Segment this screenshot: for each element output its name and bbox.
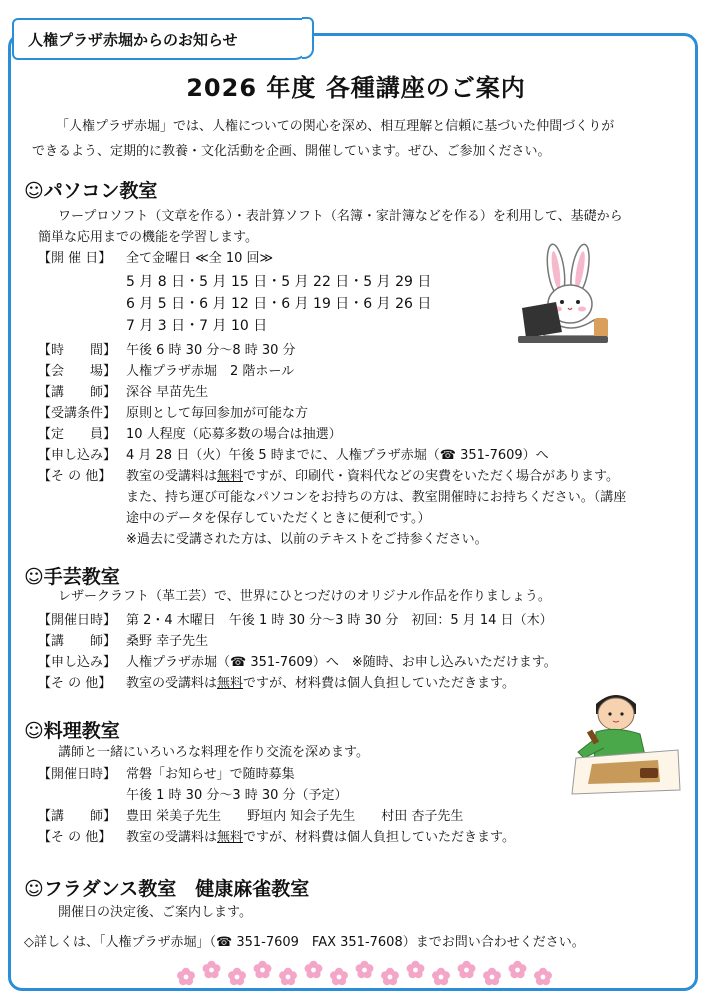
hula-heading: ☺フラダンス教室 健康麻雀教室 <box>24 878 310 900</box>
pc-desc-1: ワープロソフト（文章を作る）・表計算ソフト（名簿・家計簿などを作る）を利用して、基礎から <box>58 209 623 224</box>
pc-heading: ☺パソコン教室 <box>24 180 158 202</box>
hula-desc-text: 開催日の決定後、ご案内します。 <box>58 905 252 920</box>
craft-teacher-value: 桑野 幸子先生 <box>126 634 209 649</box>
cook-date-label: 【開催日時】 <box>38 767 117 782</box>
craft-teacher-row <box>38 631 698 652</box>
pc-other-free: 無料 <box>217 469 244 484</box>
intro-line-2: できるよう、定期的に教養・文化活動を企画、開催しています。ぜひ、ご参加ください。 <box>32 144 551 159</box>
pc-cap-label: 【定 員】 <box>38 427 117 442</box>
pc-other-2: また、持ち運び可能なパソコンをお持ちの方は、教室開催時にお持ちください。（講座 <box>126 490 627 505</box>
pc-place-row <box>38 361 698 382</box>
pc-apply-label: 【申し込み】 <box>38 448 117 463</box>
craft-other-pre: 教室の受講料は <box>126 676 218 691</box>
craft-apply-value: 人権プラザ赤堀（☎ 351-7609）へ ※随時、お申し込みいただけます。 <box>126 655 557 670</box>
craft-date-value: 第 2・4 木曜日 午後 1 時 30 分～3 時 30 分 初回：5 月 14 日（木） <box>126 613 553 628</box>
cook-other-free: 無料 <box>217 830 244 845</box>
intro <box>32 114 682 164</box>
footer-contact: ◇詳しくは、「人権プラザ赤堀」（☎ 351-7609 FAX 351-7608）までお問い合わせください。 <box>24 935 585 950</box>
pc-teacher-row <box>38 382 698 403</box>
pc-teacher-value: 深谷 早苗先生 <box>126 385 209 400</box>
craft-desc <box>38 586 688 607</box>
craft-other-label: 【そ の 他】 <box>38 676 112 691</box>
flower-icon <box>228 968 246 985</box>
pc-cap-row <box>38 424 698 445</box>
pc-cond-row <box>38 403 698 424</box>
pc-cap-value: 10 人程度（応募多数の場合は抽選） <box>126 427 342 442</box>
craft-apply-label: 【申し込み】 <box>38 655 117 670</box>
cook-teacher-row <box>38 806 698 827</box>
flower-icon <box>254 961 272 978</box>
cook-date-value: 常磐「お知らせ」で随時募集 <box>126 767 295 782</box>
pc-place-label: 【会 場】 <box>38 364 117 379</box>
craft-other-free: 無料 <box>217 676 244 691</box>
flower-icon <box>381 968 399 985</box>
pc-dates-3: 7 月 3 日・7 月 10 日 <box>126 318 268 334</box>
page-title: 2026 年度 各種講座のご案内 <box>186 74 526 102</box>
craft-apply-row <box>38 652 698 673</box>
flower-icon <box>509 961 527 978</box>
craft-heading: ☺手芸教室 <box>24 566 120 588</box>
pc-apply-row <box>38 445 698 466</box>
pc-dates-2: 6 月 5 日・6 月 12 日・6 月 19 日・6 月 26 日 <box>126 296 432 312</box>
pc-dates-1: 5 月 8 日・5 月 15 日・5 月 22 日・5 月 29 日 <box>126 274 432 290</box>
pc-apply-value: 4 月 28 日（火）午後 5 時までに、人権プラザ赤堀（☎ 351-7609）へ <box>126 448 549 463</box>
flower-icon <box>432 968 450 985</box>
header-tab <box>12 18 310 60</box>
pc-date-value: 全て金曜日 ≪全 10 回≫ <box>126 251 274 266</box>
cook-date-row <box>38 764 698 785</box>
flower-icon <box>483 968 501 985</box>
flower-icon <box>305 961 323 978</box>
flower-row <box>177 961 552 985</box>
pc-cond-label: 【受講条件】 <box>38 406 117 421</box>
cook-teacher-label: 【講 師】 <box>38 809 117 824</box>
flower-border-decoration <box>174 960 554 988</box>
cook-date-value-2: 午後 1 時 30 分～3 時 30 分（予定） <box>126 788 348 803</box>
pc-place-value: 人権プラザ赤堀 2 階ホール <box>126 364 295 379</box>
pc-teacher-label: 【講 師】 <box>38 385 117 400</box>
pc-other-label: 【そ の 他】 <box>38 469 112 484</box>
flower-icon <box>407 961 425 978</box>
pc-other-post: ですが、印刷代・資料代などの実費をいただく場合があります。 <box>243 469 619 484</box>
cook-other-pre: 教室の受講料は <box>126 830 218 845</box>
flower-icon <box>203 961 221 978</box>
flower-icon <box>177 968 195 985</box>
cook-other-label: 【そ の 他】 <box>38 830 112 845</box>
pc-time-value: 午後 6 時 30 分～8 時 30 分 <box>126 343 296 358</box>
pc-time-label: 【時 間】 <box>38 343 117 358</box>
flower-icon <box>279 968 297 985</box>
craft-date-row <box>38 610 698 631</box>
rabbit-laptop-illustration <box>516 240 626 345</box>
craft-date-label: 【開催日時】 <box>38 613 117 628</box>
cook-teacher-value: 豊田 栄美子先生 野垣内 知会子先生 村田 杏子先生 <box>126 809 464 824</box>
pc-other-pre: 教室の受講料は <box>126 469 218 484</box>
flower-icon <box>356 961 374 978</box>
cook-desc <box>38 742 688 763</box>
flower-icon <box>458 961 476 978</box>
pc-date-label: 【開 催 日】 <box>38 251 112 266</box>
header-tab-text: 人権プラザ赤堀からのお知らせ <box>28 30 238 49</box>
pc-cond-value: 原則として毎回参加が可能な方 <box>126 406 309 421</box>
pc-desc-2: 簡単な応用までの機能を学習します。 <box>38 230 258 245</box>
cook-heading: ☺料理教室 <box>24 720 120 742</box>
craft-desc-text: レザークラフト（革工芸）で、世界にひとつだけのオリジナル作品を作りましょう。 <box>58 589 551 604</box>
intro-line-1: 「人権プラザ赤堀」では、人権についての関心を深め、相互理解と信頼に基づいた仲間づくりが <box>56 119 615 134</box>
hula-desc <box>38 902 688 923</box>
cook-desc-text: 講師と一緒にいろいろな料理を作り交流を深めます。 <box>58 745 369 760</box>
pc-other-row <box>38 466 698 487</box>
flower-icon <box>330 968 348 985</box>
pc-other-3: 途中のデータを保存していただくときに便利です。） <box>126 511 431 526</box>
craft-other-post: ですが、材料費は個人負担していただきます。 <box>243 676 515 691</box>
cook-other-row <box>38 827 698 848</box>
cook-other-post: ですが、材料費は個人負担していただきます。 <box>243 830 515 845</box>
craft-teacher-label: 【講 師】 <box>38 634 117 649</box>
flower-icon <box>534 968 552 985</box>
pc-other-4: ※過去に受講された方は、以前のテキストをご持参ください。 <box>126 532 488 547</box>
